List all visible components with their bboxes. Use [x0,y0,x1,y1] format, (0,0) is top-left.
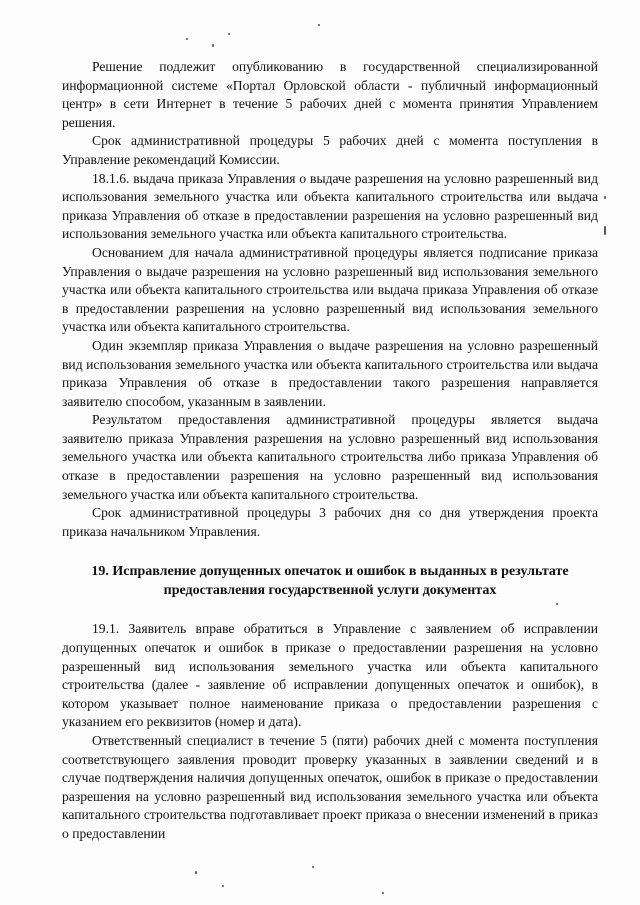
paragraph-responsible-specialist: Ответственный специалист в течение 5 (пяти) рабочих дней с момента поступления соответствующего заявления проводит проверку указанных в заявлении сведений и в случае подтверждения наличия допущенных опечаток, ошибок в приказе о предоставлении разрешения на условно разрешенный вид использования земельного участка или объекта капитального строительства подготавливает проект приказа о внесении изменений в приказ о предоставлении [62,733,598,841]
scan-speck [604,196,606,199]
section-spacer [62,600,598,620]
scan-speck [556,603,558,605]
scan-speck [312,866,314,868]
scan-speck [186,38,188,40]
scan-speck [212,44,214,47]
scan-speck [604,226,606,235]
paragraph-publication: Решение подлежит опубликованию в государственной специализированной информационной системе «Портал Орловской области - публичный информационный центр» в сети Интернет в течение 5 рабочих дней с момента принятия Управлением решения. [62,59,598,130]
scan-speck [382,892,384,894]
document-body [62,58,598,844]
paragraph-procedure-result: Результатом предоставления административной процедуры является выдача заявителю приказа Управления разрешения на условно разрешенный вид использования земельного участка или объекта капитального строительства либо приказа Управления об отказе в предоставлении разрешения на условно разрешенный вид использования земельного участка или объекта капитального строительства. [62,412,598,502]
scan-speck [222,885,224,887]
section-heading-19: 19. Исправление допущенных опечаток и ошибок в выданных в результате предоставления государственной услуги документах [91,564,569,599]
paragraph-copy-delivery: Один экземпляр приказа Управления о выдаче разрешения на условно разрешенный вид использования земельного участка или объекта капитального строительства или выдача приказа Управления об отказе в предоставлении такого разрешения направляется заявителю способом, указанным в заявлении. [62,337,598,409]
paragraph-procedure-basis: Основанием для начала административной процедуры является подписание приказа Управления о выдаче разрешения на условно разрешенный вид использования земельного участка или объекта капитального строительства или выдача приказа Управления об отказе в предоставлении разрешения на условно разрешенный вид использования земельного участка или объекта капитального строительства. [62,244,598,335]
paragraph-19-1: 19.1. Заявитель вправе обратиться в Управление с заявлением об исправлении допущенных опечаток и ошибок в приказе о предоставлении разрешения на условно разрешенный вид использования земельного участка или объекта капитального строительства (далее - заявление об исправлении допущенных опечаток и ошибок), в котором указывает полное наименование приказа о предоставлении разрешения с указанием его реквизитов (номер и дата). [62,621,598,730]
scan-speck [318,24,320,26]
paragraph-commission-deadline: Срок административной процедуры 5 рабочих дней с момента поступления в Управление рекомендаций Комиссии. [62,133,598,167]
paragraph-procedure-deadline: Срок административной процедуры 3 рабочих дня со дня утверждения проекта приказа начальником Управления. [62,505,598,539]
scan-speck [228,33,230,35]
paragraph-18-1-6: 18.1.6. выдача приказа Управления о выдаче разрешения на условно разрешенный вид использования земельного участка или объекта капитального строительства или выдача приказа Управления об отказе в предоставлении разрешения на условно разрешенный вид использования земельного участка или объекта капитального строительства. [62,170,598,242]
scan-speck [195,871,197,874]
